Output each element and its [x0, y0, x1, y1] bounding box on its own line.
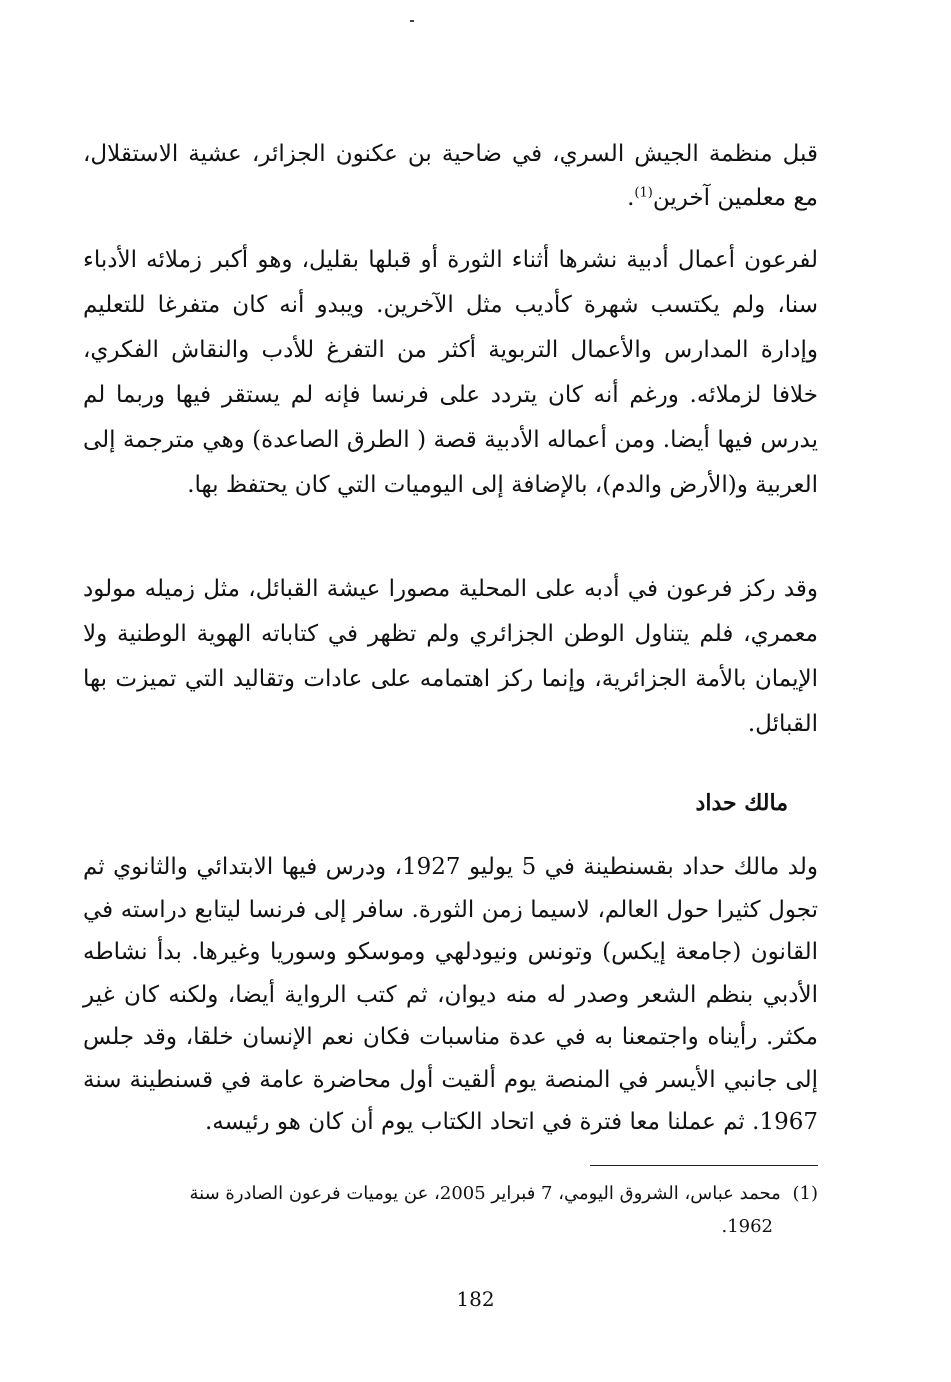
- paragraph-1: [83, 132, 818, 220]
- paragraph-2: [83, 238, 818, 508]
- footnote-text: محمد عباس، الشروق اليومي، 7 فبراير 2005، عن يوميات فرعون الصادرة سنة: [189, 1183, 781, 1204]
- footnote-number: (1): [792, 1183, 818, 1204]
- section-heading: مالك حداد: [695, 790, 788, 816]
- paragraph-4-text: ولد مالك حداد بقسنطينة في 5 يوليو 1927، ودرس فيها الابتدائي والثانوي ثم تجول كثيرا حول العالم، لاسيما زمن الثورة. سافر إلى فرنسا ليتابع دراسته في القانون (جامعة إيكس) وتونس ونيودلهي وموسكو وسوريا وغيرها. بدأ نشاطه الأدبي بنظم الشعر وصدر له منه ديوان، ثم كتب الرواية أيضا، ولكنه كان غير مكثر. رأيناه واجتمعنا به في عدة مناسبات فكان نعم الإنسان خلقا، وقد جلس إلى جانبي الأيسر في المنصة يوم ألقيت أول محاضرة عامة في قسنطينة سنة 1967. ثم عملنا معا فترة في اتحاد الكتاب يوم أن كان هو رئيسه.: [83, 854, 818, 1135]
- footnote-separator: [590, 1165, 818, 1166]
- paragraph-3-text: وقد ركز فرعون في أدبه على المحلية مصورا عيشة القبائل، مثل زميله مولود معمري، فلم يتناول الوطن الجزائري ولم تظهر في كتاباته الهوية الوطنية ولا الإيمان بالأمة الجزائرية، وإنما ركز اهتمامه على عادات وتقاليد التي تميزت بها القبائل.: [83, 576, 818, 737]
- paragraph-2-text: لفرعون أعمال أدبية نشرها أثناء الثورة أو قبلها بقليل، وهو أكبر زملائه الأدباء سنا، ولم يكتسب شهرة كأديب مثل الآخرين. ويبدو أنه كان متفرغا للتعليم وإدارة المدارس والأعمال التربوية أكثر من التفرغ للأدب والنقاش الفكري، خلافا لزملائه. ورغم أنه كان يتردد على فرنسا فإنه لم يستقر فيها وربما لم يدرس فيها أيضا. ومن أعماله الأدبية قصة ( الطرق الصاعدة) وهي مترجمة إلى العربية و(الأرض والدم)، بالإضافة إلى اليوميات التي كان يحتفظ بها.: [83, 247, 818, 498]
- top-scan-mark: [410, 20, 414, 22]
- paragraph-1-end: .: [627, 185, 635, 211]
- paragraph-1-text: قبل منظمة الجيش السري، في ضاحية بن عكنون الجزائر، عشية الاستقلال، مع معلمين آخرين: [83, 141, 818, 211]
- page-number: 182: [456, 1287, 495, 1311]
- footnote-1: [83, 1177, 818, 1243]
- footnote-reference[interactable]: (1): [634, 185, 653, 201]
- paragraph-3: [83, 567, 818, 747]
- paragraph-4: [83, 846, 818, 1144]
- footnote-continuation: 1962.: [721, 1216, 773, 1237]
